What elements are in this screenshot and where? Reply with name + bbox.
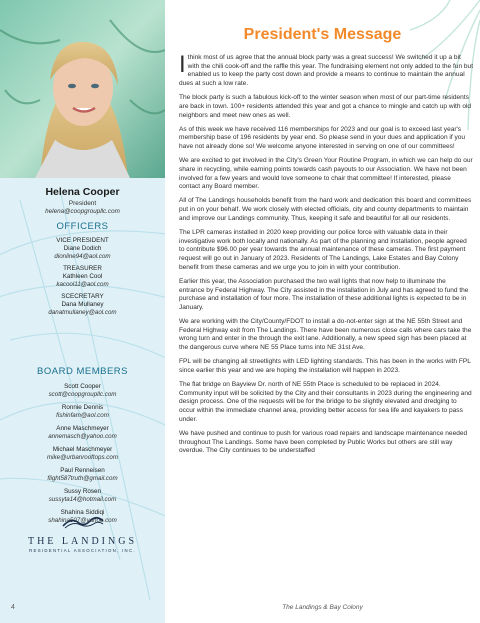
president-title: President (68, 200, 97, 207)
board-member-item (0, 467, 165, 482)
board-member-name: Sussy Rosen (63, 488, 102, 495)
board-member-name: Michael Maschmeyer (52, 446, 113, 453)
board-member-email[interactable]: mike@urbanrooftops.com (47, 454, 118, 461)
officers-heading: OFFICERS (56, 221, 109, 232)
board-member-name: Anne Maschmeyer (56, 425, 109, 432)
officer-name: Dana Mullaney (61, 301, 104, 308)
board-member-name: Paul Renneisen (60, 467, 105, 474)
board-member-email[interactable]: scott@coopgroupllc.com (48, 391, 117, 398)
logo-title: THE LANDINGS (27, 536, 138, 547)
paragraph-text: think most of us agree that the annual block party was a great success! We switched it up a bit with the chili cook-off and the raffle this year. The fundraising element not only added to the fun but enabled us to keep the party cost down and provide a means to continue to maintain the annual dues at such a low rate. (179, 54, 474, 88)
paragraph: As of this week we have received 116 memberships for 2023 and our goal is to exceed last year's membership base of 196 residents by year end. So please send in your dues and application if you have not already done so! We welcome anyone interested in serving on one of our committees! (179, 125, 466, 151)
officer-name: Diane Dodich (63, 245, 102, 252)
board-member-name: Scott Cooper (64, 383, 101, 390)
paragraph: The flat bridge on Bayview Dr. north of NE 55th Place is scheduled to be replaced in 2024. Community input will be solicited by the City and their consultants in 2023 during the engineering and design process. One of the requests will be for the bridge to be slightly elevated and dredging to occur within the immediate channel area, providing better access for sea life and kayakers to pass under. (179, 381, 472, 423)
president-name: Helena Cooper (45, 186, 120, 198)
president-email[interactable]: helena@coopgroupllc.com (45, 208, 120, 215)
paragraph: All of The Landings households benefit from the hard work and dedication this board and committees put in on your behalf. We work closely with elected officials, city and county departments to maintain and improve our Landings community. Thus, keeping it safe and beautiful for all our residents. (179, 197, 472, 222)
paragraph: The block party is such a fabulous kick-off to the winter season when most of our part-time residents are back in town. 100+ residents attended this year and got a chance to mingle and catch up with old neighbors and meet new ones as well. (179, 94, 472, 119)
logo-subtitle: RESIDENTIAL ASSOCIATION, INC. (29, 548, 136, 553)
officer-role: TREASURER (63, 265, 102, 272)
drop-cap: I (179, 51, 186, 78)
board-member-name: Ronnie Dennis (61, 404, 104, 411)
officer-role: VICE PRESIDENT (56, 237, 109, 244)
officer-item (0, 237, 165, 260)
officer-email[interactable]: danatmullaney@aol.com (48, 309, 117, 316)
board-members-section (0, 366, 165, 524)
board-members-heading: BOARD MEMBERS (37, 366, 128, 377)
paragraph: The LPR cameras installed in 2020 keep providing our police force with valuable data in their investigative work both locally and nationally. As part of the planning and installation, people agreed to contribute $96.00 per year towards the annual maintenance of these cameras. The first payment request will go out in January of 2023. Residents of The Landings, Lake Estates and Bay Colony benefit from these cameras and we urge you to join in with your contribution. (179, 228, 467, 271)
article-body (179, 51, 474, 461)
board-member-item (0, 446, 165, 461)
landings-logo (0, 515, 165, 553)
officers-section (0, 221, 165, 316)
page-title: President's Message (243, 26, 402, 43)
board-member-item (0, 425, 165, 440)
paragraph: FPL will be changing all streetlights with LED lighting standards. This has been in the works with FPL since earlier this year and we are hoping the installation will happen in 2023. (179, 358, 471, 374)
officer-item (0, 265, 165, 288)
board-member-email[interactable]: annemasch@yahoo.com (48, 433, 117, 440)
paragraph: We are excited to get involved in the City's Green Your Routine Program, in which we can help do our share in recycling, while earning points towards cash payouts to our Association. We have not been involved for a few years and would love someone to chair that committee! If interested, please contact any Board member. (179, 157, 473, 191)
officer-name: Kathleen Cool (62, 273, 103, 280)
officer-role: SCECRETARY (61, 293, 104, 300)
paragraph (179, 51, 474, 89)
board-member-item (0, 488, 165, 503)
president-block (0, 186, 165, 215)
paragraph: We have pushed and continue to push for various road repairs and landscape maintenance needed throughout The Landings. Some have been completed by Public Works but others are still way overdue. The City continues to be understaffed (179, 429, 468, 455)
paragraph: We are working with the City/County/FDOT to install a do-not-enter sign at the NE 55th Street and Federal Highway exit from The Landings. There have been numerous close calls where cars take the wrong turn and enter in the through the exit lane. Additionally, a new speed sign has been placed at the dangerous curve where NE 55 Place turns into NE 31st Ave. (179, 318, 472, 352)
sidebar (0, 0, 165, 623)
officer-email[interactable]: kacool11@aol.com (56, 281, 109, 288)
board-member-name: Shahina Siddiqi (60, 509, 105, 516)
board-member-email[interactable]: sussyta14@hotmail.com (48, 496, 117, 503)
board-member-email[interactable]: fishinfam@aol.com (56, 412, 109, 419)
paragraph: Earlier this year, the Association purchased the two wall lights that now help to illuminate the entrance by Federal Highway. The City assisted in the installation in July and has agreed to fund the purchase and installation of four more. The installation of these additional lights is expected to be in January. (179, 277, 469, 311)
officer-email[interactable]: dionline94@aol.com (54, 253, 111, 260)
board-member-item (0, 383, 165, 398)
board-member-item (0, 404, 165, 419)
page-number: 4 (11, 604, 15, 611)
board-member-email[interactable]: shahina507@yahoo.com (48, 517, 117, 524)
board-member-email[interactable]: flight587truth@gmail.com (47, 475, 118, 482)
page-footer: The Landings & Bay Colony (282, 604, 363, 611)
main-content (165, 0, 480, 623)
president-photo (0, 0, 165, 178)
officer-item (0, 293, 165, 316)
wave-icon (61, 515, 105, 529)
